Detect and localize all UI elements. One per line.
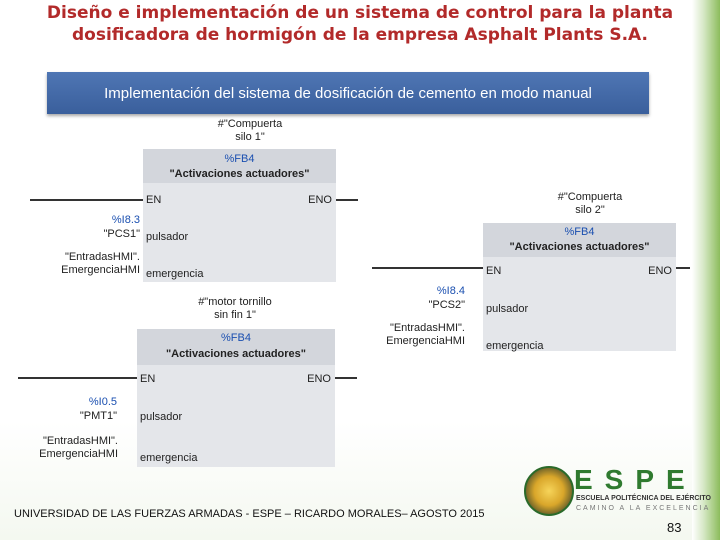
title-line-2: dosificadora de hormigón de la empresa Asphalt Plants S.A.: [72, 25, 648, 45]
en-wire: [18, 377, 137, 379]
instance-name: #"Compuerta silo 2": [557, 191, 623, 216]
instance-name: #"motor tornillo sin fin 1": [198, 296, 272, 321]
en-pin: EN: [140, 373, 156, 385]
section-banner: Implementación del sistema de dosificación de cemento en modo manual: [47, 72, 649, 114]
footer-text: UNIVERSIDAD DE LAS FUERZAS ARMADAS - ESPE – RICARDO MORALES– AGOSTO 2015: [14, 508, 485, 520]
fb-name: "Activaciones actuadores": [165, 348, 307, 360]
university-seal-icon: [524, 466, 574, 516]
title-line-1: Diseño e implementación de un sistema de control para la planta: [46, 3, 674, 23]
pulsador-pin: pulsador: [140, 411, 183, 423]
pulsador-address: %I8.4: [436, 285, 465, 297]
eno-pin: ENO: [308, 194, 332, 206]
en-wire: [372, 267, 483, 269]
emergencia-tag: "EntradasHMI". EmergenciaHMI: [61, 251, 140, 276]
slide-title: [40, 2, 680, 46]
emergencia-tag: "EntradasHMI". EmergenciaHMI: [386, 322, 465, 347]
pulsador-tag: "PCS2": [428, 299, 465, 311]
eno-wire: [335, 377, 357, 379]
function-block[interactable]: [143, 149, 336, 282]
function-block[interactable]: [483, 223, 676, 351]
espe-logo: ESPE: [574, 464, 697, 495]
eno-pin: ENO: [307, 373, 331, 385]
eno-wire: [336, 199, 358, 201]
eno-pin: ENO: [648, 265, 672, 277]
emergencia-pin: emergencia: [486, 340, 544, 352]
eno-wire: [676, 267, 690, 269]
espe-motto: CAMINO A LA EXCELENCIA: [576, 505, 711, 512]
en-pin: EN: [486, 265, 502, 277]
instance-name: #"Compuerta silo 1": [217, 118, 283, 143]
emergencia-pin: emergencia: [146, 268, 204, 280]
pulsador-pin: pulsador: [146, 231, 189, 243]
fb-number: %FB4: [221, 332, 251, 344]
emergencia-tag: "EntradasHMI". EmergenciaHMI: [39, 435, 118, 460]
en-wire: [30, 199, 143, 201]
page-number: 83: [667, 520, 682, 535]
fb-number: %FB4: [224, 153, 255, 165]
pulsador-tag: "PMT1": [79, 410, 117, 422]
espe-subtitle: ESCUELA POLITÉCNICA DEL EJÉRCITO: [576, 495, 711, 502]
right-accent-bar: [692, 0, 720, 540]
fb-name: "Activaciones actuadores": [169, 168, 310, 180]
en-pin: EN: [146, 194, 162, 206]
fb-number: %FB4: [564, 226, 595, 238]
emergencia-pin: emergencia: [140, 452, 198, 464]
pulsador-address: %I8.3: [111, 214, 140, 226]
fb-name: "Activaciones actuadores": [509, 241, 650, 253]
pulsador-pin: pulsador: [486, 303, 529, 315]
pulsador-address: %I0.5: [88, 396, 117, 408]
function-block[interactable]: [137, 329, 335, 467]
pulsador-tag: "PCS1": [103, 228, 140, 240]
